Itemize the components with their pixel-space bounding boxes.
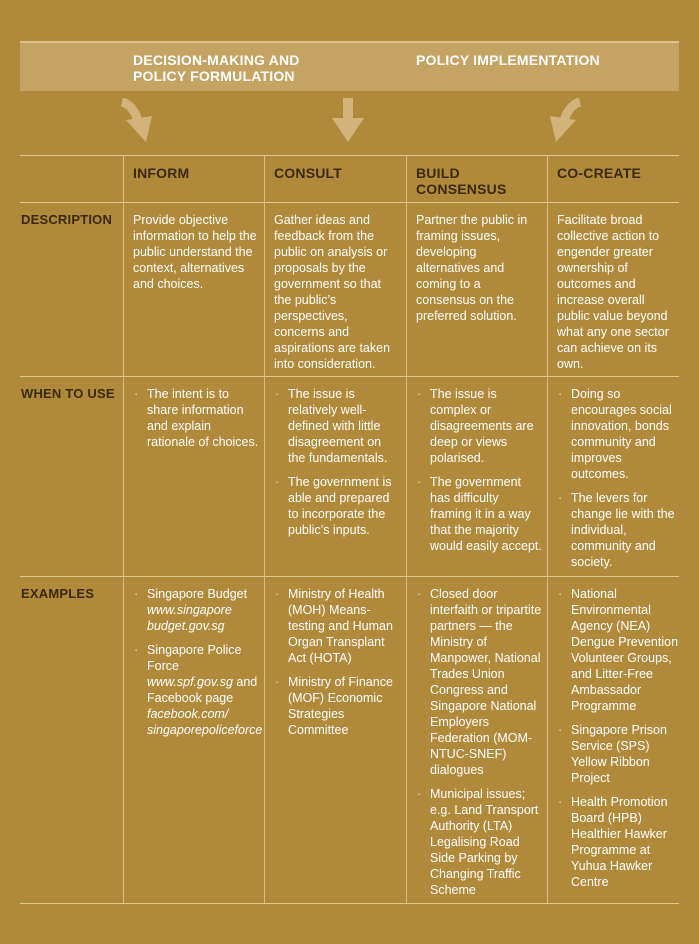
table-top-rule [20, 155, 679, 156]
list-item: · Ministry of Health (MOH) Means-testing and Human Organ Transplant Act (HOTA) [274, 586, 400, 666]
column-header-consult: CONSULT [274, 165, 343, 181]
description-consult [274, 212, 398, 372]
examples-co-create [557, 586, 681, 898]
list-item: · Closed door interfaith or tripartite partners — the Ministry of Manpower, National Trades Union Congress and Singapore National Employers Federation (MOM-NTUC-SNEF) dialogues [416, 586, 544, 778]
examples-consult [274, 586, 400, 746]
column-header-build-consensus: BUILD CONSENSUS [416, 165, 507, 197]
column-divider [264, 155, 265, 903]
list-item: · The issue is relatively well-defined with little disagreement on the fundamentals. [274, 386, 400, 466]
list-item: · The intent is to share information and explain rationale of choices. [133, 386, 259, 450]
column-divider [406, 155, 407, 903]
row-header-when-to-use: WHEN TO USE [21, 386, 115, 401]
column-divider [123, 155, 124, 903]
list-item: · National Environmental Agency (NEA) Dengue Prevention Volunteer Groups, and Litter-Free Ambassador Programme [557, 586, 681, 714]
description-build-consensus [416, 212, 540, 324]
table-bottom-rule [20, 903, 679, 904]
example-link[interactable]: facebook.com/ singaporepoliceforce [147, 707, 263, 737]
curved-arrow-down-right-icon [118, 98, 160, 144]
when-to-use-consult [274, 386, 400, 546]
description-text: Partner the public in framing issues, developing alternatives and coming to a consensus on the preferred solution. [416, 213, 528, 323]
list-item: · Ministry of Finance (MOF) Economic Strategies Committee [274, 674, 400, 738]
example-title: Singapore Budget [147, 587, 248, 601]
row-header-description: DESCRIPTION [21, 212, 113, 227]
list-item [133, 586, 261, 634]
arrow-down-icon [331, 98, 365, 144]
list-item: · The levers for change lie with the individual, community and society. [557, 490, 679, 570]
list-item: · Doing so encourages social innovation, bonds community and improves outcomes. [557, 386, 679, 482]
when-to-use-build-consensus [416, 386, 542, 562]
example-link[interactable]: www.singapore budget.gov.sg [147, 603, 232, 633]
list-item: · Municipal issues; e.g. Land Transport Authority (LTA) Legalising Road Side Parking by Changing Traffic Scheme [416, 786, 544, 898]
list-item [133, 642, 261, 738]
column-divider [547, 155, 548, 903]
description-rule [20, 376, 679, 377]
examples-inform [133, 586, 261, 746]
phase-band [20, 41, 679, 91]
list-item: · The government has difficulty framing it in a way that the majority would easily accept. [416, 474, 542, 554]
example-title: Singapore Police Force [147, 643, 242, 673]
phase-title-decision-making: DECISION-MAKING AND POLICY FORMULATION [133, 52, 300, 84]
description-text: Provide objective information to help the public understand the context, alternatives and choices. [133, 213, 257, 291]
list-item: · The issue is complex or disagreements are deep or views polarised. [416, 386, 542, 466]
example-text: and Facebook page [147, 675, 258, 705]
description-inform [133, 212, 257, 292]
when-to-use-inform [133, 386, 259, 458]
list-item: · Health Promotion Board (HPB) Healthier Hawker Programme at Yuhua Hawker Centre [557, 794, 681, 890]
row-header-examples: EXAMPLES [21, 586, 95, 601]
description-text: Gather ideas and feedback from the public on analysis or proposals by the government so that the public’s perspectives, concerns and aspirations are taken into consideration. [274, 213, 391, 371]
column-header-co-create: CO-CREATE [557, 165, 641, 181]
column-header-inform: INFORM [133, 165, 190, 181]
example-link[interactable]: www.spf.gov.sg [147, 675, 233, 689]
list-item: · Singapore Prison Service (SPS) Yellow Ribbon Project [557, 722, 681, 786]
phase-title-implementation: POLICY IMPLEMENTATION [416, 52, 600, 68]
description-text: Facilitate broad collective action to engender greater ownership of outcomes and increase overall public value beyond what any one sector can achieve on its own. [557, 213, 669, 371]
curved-arrow-down-left-icon [542, 98, 584, 144]
when-to-use-co-create [557, 386, 679, 578]
description-co-create [557, 212, 677, 372]
list-item: · The government is able and prepared to incorporate the public’s inputs. [274, 474, 400, 538]
examples-build-consensus [416, 586, 544, 906]
header-rule [20, 202, 679, 203]
